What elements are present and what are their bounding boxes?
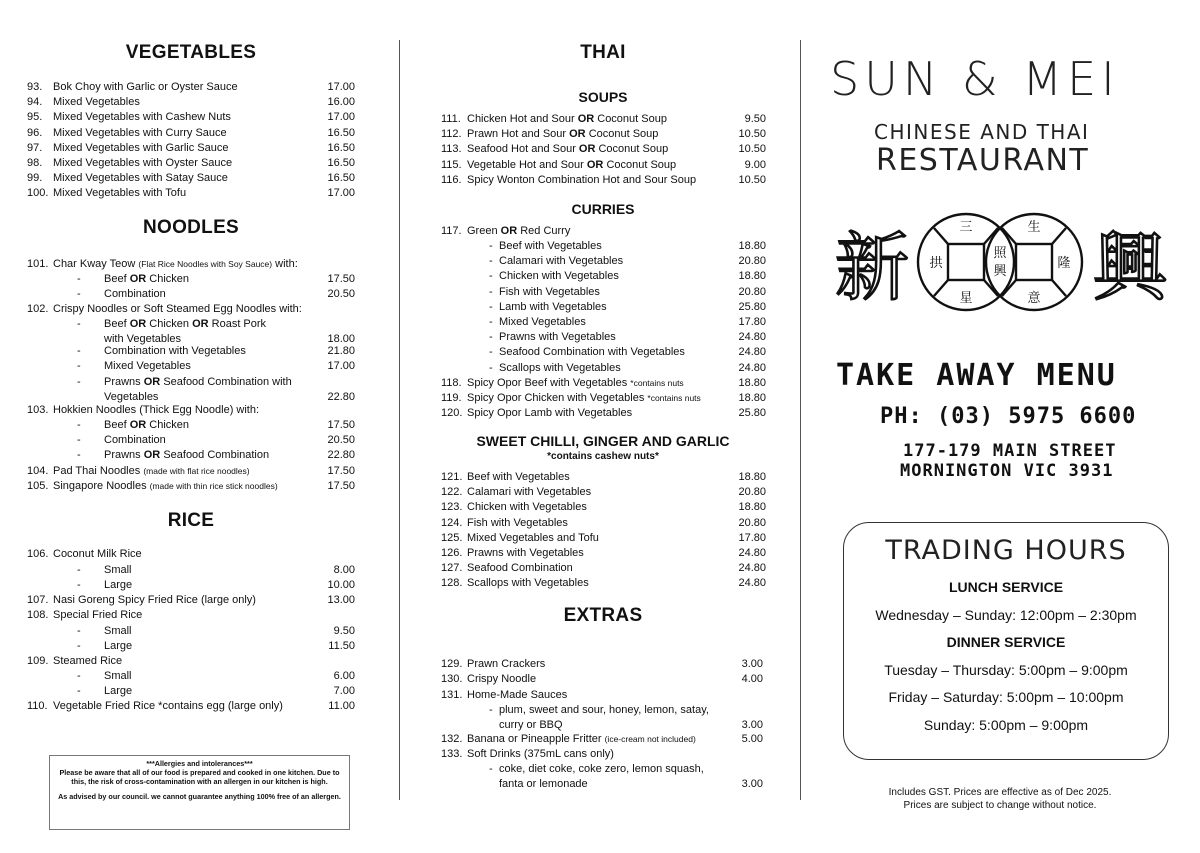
option-line2: with Vegetables	[104, 333, 182, 345]
item-name: Steamed Rice	[53, 655, 123, 667]
restaurant-name: SUN & MEI	[830, 52, 1120, 106]
dash: -	[77, 288, 81, 300]
item-price: 24.80	[738, 562, 766, 575]
item-number: 129.	[441, 658, 463, 670]
item-price: 20.80	[738, 486, 766, 499]
dash: -	[77, 564, 81, 576]
item-note: *contains nuts	[647, 393, 701, 404]
item-name: Seafood Combination	[467, 562, 573, 575]
item-price: 17.00	[327, 81, 355, 93]
extras-heading: EXTRAS	[563, 605, 643, 626]
dash: -	[489, 361, 493, 374]
item-number: 124.	[441, 516, 463, 529]
opt-b: Chicken	[149, 419, 190, 431]
coin-char: 星	[959, 291, 973, 306]
opt-b: Seafood Combination	[163, 449, 270, 461]
item-price: 10.50	[738, 173, 766, 186]
item-name: Calamari with Vegetables	[499, 255, 624, 268]
item-name-text: Spicy Opor Beef with Vegetables	[467, 377, 628, 389]
opt-a: Chicken Hot and Sour	[467, 113, 575, 125]
item-sub: curry or BBQ	[499, 719, 563, 731]
item-price: 16.00	[327, 96, 355, 109]
dinner-hours-2: Friday – Saturday: 5:00pm – 10:00pm	[888, 689, 1124, 705]
trading-hours-box	[843, 522, 1169, 760]
item-name: Home-Made Sauces	[467, 689, 568, 701]
item-name	[467, 224, 570, 239]
item-price: 24.80	[738, 361, 766, 374]
item-number: 93.	[27, 81, 43, 93]
item-name: Crispy Noodle	[467, 673, 537, 685]
item-note: *contains nuts	[630, 378, 684, 388]
or-label: OR	[569, 128, 586, 141]
item-number: 102.	[27, 303, 49, 315]
item-price: 18.80	[738, 392, 766, 405]
address-line-1: 177-179 MAIN STREET	[903, 441, 1117, 461]
item-name: Coconut Milk Rice	[53, 548, 142, 560]
item-price: 21.80	[327, 345, 355, 357]
item-number: 121.	[441, 471, 463, 483]
item-name: Prawns with Vegetables	[499, 331, 616, 344]
column-divider	[800, 40, 801, 800]
option-name: Small	[104, 670, 132, 682]
opt-b: Coconut Soup	[606, 158, 677, 171]
lunch-label: LUNCH SERVICE	[948, 579, 1064, 595]
coin-char: 興	[993, 264, 1007, 279]
item-number: 98.	[27, 157, 43, 169]
item-price: 25.80	[738, 407, 766, 420]
item-name: Mixed Vegetables with Tofu	[53, 187, 187, 200]
item-sub: fanta or lemonade	[499, 778, 588, 790]
item-name	[467, 112, 667, 127]
item-name: Mixed Vegetables	[53, 96, 140, 109]
item-name-text: Pad Thai Noodles	[53, 465, 141, 477]
dash: -	[77, 376, 81, 388]
item-name	[467, 376, 684, 391]
item-price: 11.00	[328, 700, 355, 712]
item-name: Mixed Vegetables with Satay Sauce	[53, 172, 228, 185]
dash: -	[489, 763, 493, 775]
or-label: OR	[143, 376, 161, 388]
item-price: 17.80	[738, 531, 766, 544]
item-price: 16.50	[327, 157, 355, 169]
item-price: 17.00	[327, 360, 355, 372]
item-name	[53, 257, 298, 272]
opt-b: Chicken	[149, 273, 190, 285]
item-number: 101.	[27, 258, 49, 270]
opt-b: Seafood Combination with	[163, 376, 292, 388]
opt-a: Prawns	[104, 449, 141, 461]
item-name: Mixed Vegetables with Oyster Sauce	[53, 157, 233, 169]
item-number: 100.	[27, 187, 49, 200]
item-price: 18.80	[738, 471, 766, 483]
item-sub: coke, diet coke, coke zero, lemon squash,	[499, 763, 704, 775]
item-number: 116.	[441, 173, 462, 186]
item-price: 18.80	[738, 377, 766, 389]
opt-a: Beef	[104, 273, 127, 285]
item-name: Fish with Vegetables	[467, 516, 568, 529]
dash: -	[489, 316, 493, 328]
or-label: OR	[577, 113, 595, 125]
item-number: 110.	[27, 700, 48, 712]
item-price: 17.50	[327, 465, 355, 477]
item-number: 109.	[27, 655, 49, 667]
item-price: 10.00	[327, 579, 355, 591]
item-price: 17.00	[327, 111, 355, 124]
item-price: 11.50	[328, 640, 355, 652]
option-name: Small	[104, 625, 132, 637]
item-name: Scallops with Vegetables	[499, 361, 621, 374]
opt-a: Beef	[104, 419, 127, 431]
option-line2: Vegetables	[104, 391, 159, 403]
item-price: 16.50	[327, 141, 355, 154]
item-price: 20.50	[327, 434, 355, 446]
opt-b: Coconut Soup	[588, 128, 659, 141]
coin-char: 隆	[1057, 256, 1071, 271]
item-name: Special Fried Rice	[53, 609, 143, 621]
item-sub: plum, sweet and sour, honey, lemon, satay,	[499, 704, 709, 716]
item-price: 17.50	[327, 273, 355, 285]
option-name: Small	[104, 564, 132, 576]
rice-heading: RICE	[167, 510, 215, 531]
dash: -	[489, 285, 493, 298]
takeaway-title: TAKE AWAY MENU	[836, 358, 1117, 393]
item-price: 24.80	[738, 346, 766, 359]
item-name: Nasi Goreng Spicy Fried Rice (large only)	[53, 594, 256, 606]
item-number: 95.	[27, 111, 43, 124]
item-price: 22.80	[327, 449, 355, 461]
item-price: 20.80	[738, 516, 766, 529]
item-suffix: with:	[275, 258, 298, 270]
item-number: 112.	[441, 128, 462, 141]
logo-right-char: 興	[1093, 225, 1167, 311]
item-name	[467, 142, 668, 157]
dash: -	[489, 255, 493, 268]
noodles-heading: NOODLES	[142, 217, 240, 238]
opt-a: Vegetable Hot and Sour	[467, 158, 584, 171]
item-number: 97.	[27, 141, 43, 154]
item-price: 16.50	[327, 172, 355, 185]
item-price: 10.50	[738, 143, 766, 156]
dash: -	[489, 240, 493, 252]
item-price: 22.80	[327, 391, 355, 403]
dinner-hours-3: Sunday: 5:00pm – 9:00pm	[923, 717, 1089, 733]
item-number: 133.	[441, 748, 463, 760]
item-name-text: Char Kway Teow	[53, 258, 136, 270]
item-number: 105.	[27, 480, 49, 492]
dash: -	[77, 670, 81, 682]
item-number: 132.	[441, 733, 463, 745]
curries-heading: CURRIES	[571, 201, 635, 217]
item-price: 17.80	[738, 316, 766, 328]
or-label: OR	[129, 419, 147, 431]
restaurant-logo	[832, 205, 1172, 320]
dash: -	[77, 360, 81, 372]
item-number: 122.	[441, 486, 463, 499]
item-price: 18.00	[327, 333, 355, 345]
dash: -	[77, 273, 81, 285]
item-number: 96.	[27, 126, 43, 139]
item-number: 94.	[27, 96, 43, 109]
or-label: OR	[129, 273, 147, 285]
item-number: 125.	[441, 531, 463, 544]
coin-char: 拱	[929, 256, 943, 271]
restaurant-type: RESTAURANT	[876, 143, 1090, 178]
item-name: Bok Choy with Garlic or Oyster Sauce	[53, 81, 238, 93]
option-name: Large	[104, 685, 133, 697]
opt-b: Coconut Soup	[597, 113, 667, 125]
item-name	[467, 391, 701, 406]
item-number: 113.	[441, 143, 462, 156]
item-number: 127.	[441, 562, 463, 575]
item-price: 20.80	[738, 285, 766, 298]
dash: -	[77, 318, 81, 330]
item-note: (Flat Rice Noodles with Soy Sauce)	[138, 259, 273, 269]
item-number: 126.	[441, 547, 463, 559]
item-name-text: Banana or Pineapple Fritter	[467, 733, 602, 745]
footnote-line-1: Includes GST. Prices are effective as of Dec 2025.	[888, 787, 1112, 798]
item-price: 3.00	[741, 719, 763, 731]
item-name: Chicken with Vegetables	[467, 501, 587, 514]
coin-char: 意	[1027, 291, 1041, 306]
item-price: 13.00	[327, 594, 355, 606]
allergy-advice: As advised by our council. we cannot guarantee anything 100% free of an allergen.	[58, 792, 341, 801]
or-label: OR	[192, 318, 209, 330]
item-number: 130.	[441, 673, 463, 685]
item-number: 128.	[441, 577, 463, 590]
item-number: 106.	[27, 548, 49, 560]
item-number: 123.	[441, 501, 463, 514]
dash: -	[77, 579, 81, 591]
item-name: Mixed Vegetables with Cashew Nuts	[53, 111, 231, 124]
or-label: OR	[578, 143, 596, 156]
item-price: 4.00	[741, 673, 763, 685]
item-name: Lamb with Vegetables	[499, 300, 607, 313]
item-name: Beef with Vegetables	[467, 471, 570, 483]
dash: -	[77, 434, 81, 446]
thai-heading: THAI	[580, 42, 626, 63]
item-name: Prawn Crackers	[467, 658, 546, 670]
item-price: 9.50	[744, 113, 766, 125]
option-name: Combination	[104, 434, 166, 446]
item-name: Fish with Vegetables	[499, 285, 600, 298]
coin-char: 三	[959, 220, 973, 235]
option-name	[104, 375, 292, 390]
item-number: 115.	[441, 158, 462, 171]
opt-a: Green	[467, 225, 498, 237]
trading-hours-title: TRADING HOURS	[885, 535, 1127, 566]
item-price: 3.00	[741, 658, 763, 670]
option-name	[104, 418, 189, 433]
item-number: 99.	[27, 172, 43, 185]
menu-option	[27, 375, 355, 405]
item-name: Calamari with Vegetables	[467, 486, 592, 499]
item-price: 8.00	[333, 564, 355, 576]
dinner-hours-1: Tuesday – Thursday: 5:00pm – 9:00pm	[884, 662, 1128, 678]
item-price: 18.80	[738, 501, 766, 514]
allergy-notice	[49, 755, 350, 830]
item-name: Hokkien Noodles (Thick Egg Noodle) with:	[53, 404, 260, 416]
item-name: Spicy Wonton Combination Hot and Sour Soup	[467, 173, 697, 186]
option-name: Combination	[104, 288, 166, 300]
item-price: 17.00	[327, 187, 355, 200]
dash: -	[489, 270, 493, 283]
item-price: 20.50	[327, 288, 355, 300]
coin-char: 生	[1027, 220, 1041, 235]
item-price: 17.50	[327, 419, 355, 431]
item-name	[467, 158, 676, 173]
restaurant-subtitle: CHINESE AND THAI	[874, 120, 1090, 144]
item-name: Crispy Noodles or Soft Steamed Egg Noodles with:	[53, 303, 302, 315]
item-name: Seafood Combination with Vegetables	[499, 346, 685, 359]
item-number: 108.	[27, 609, 49, 621]
item-price: 17.50	[327, 480, 355, 492]
dash: -	[489, 331, 493, 344]
item-price: 18.80	[738, 240, 766, 252]
item-price: 16.50	[327, 126, 355, 139]
item-number: 104.	[27, 465, 49, 477]
sweet-chilli-note: *contains cashew nuts*	[547, 451, 659, 462]
item-price: 7.00	[333, 685, 355, 697]
item-number: 119.	[441, 392, 462, 405]
dash: -	[77, 625, 81, 637]
dash: -	[489, 300, 493, 313]
dash: -	[77, 449, 81, 461]
coin-characters	[929, 219, 1070, 306]
item-name	[467, 732, 696, 747]
item-price: 9.00	[744, 158, 766, 171]
option-name	[104, 448, 269, 463]
item-price: 20.80	[738, 255, 766, 268]
soups-heading: SOUPS	[578, 89, 628, 105]
item-name: Chicken with Vegetables	[499, 270, 619, 283]
item-number: 111.	[441, 113, 461, 125]
item-price: 9.50	[333, 625, 355, 637]
item-number: 103.	[27, 404, 49, 416]
option-name: Large	[104, 640, 133, 652]
dash: -	[77, 685, 81, 697]
item-note: (ice-cream not included)	[604, 734, 696, 744]
or-label: OR	[129, 318, 147, 330]
phone-number: PH: (03) 5975 6600	[880, 404, 1137, 429]
option-name	[104, 272, 189, 287]
item-number: 120.	[441, 407, 463, 420]
address-line-2: MORNINGTON VIC 3931	[900, 461, 1114, 481]
menu-item-133	[441, 747, 763, 793]
pricing-footnote	[860, 786, 1140, 812]
item-name: Soft Drinks (375mL cans only)	[467, 748, 614, 760]
item-name: Beef with Vegetables	[499, 240, 602, 252]
or-label: OR	[143, 449, 161, 461]
opt-a: Prawns	[104, 376, 141, 388]
item-price: 24.80	[738, 577, 766, 590]
opt-a: Seafood Hot and Sour	[467, 143, 576, 156]
menu-option	[27, 317, 355, 347]
item-name: Mixed Vegetables	[499, 316, 586, 328]
item-name: Prawns with Vegetables	[467, 547, 584, 559]
item-number: 117.	[441, 225, 462, 237]
item-name-text: Spicy Opor Chicken with Vegetables	[467, 392, 645, 405]
logo-left-char: 新	[835, 225, 909, 311]
lunch-hours: Wednesday – Sunday: 12:00pm – 2:30pm	[875, 607, 1137, 623]
item-number: 118.	[441, 377, 462, 389]
item-number: 131.	[441, 689, 463, 701]
item-price: 5.00	[741, 733, 763, 745]
item-price: 24.80	[738, 547, 766, 559]
or-label: OR	[586, 158, 604, 171]
sweet-chilli-heading: SWEET CHILLI, GINGER AND GARLIC	[476, 433, 730, 449]
allergy-title: ***Allergies and intolerances***	[146, 759, 253, 768]
opt-c: Roast Pork	[211, 318, 267, 330]
opt-b: Red Curry	[520, 225, 571, 237]
item-number: 107.	[27, 594, 49, 606]
item-note: (made with flat rice noodles)	[143, 466, 250, 476]
option-name: Mixed Vegetables	[104, 360, 191, 372]
coin-char: 照	[993, 246, 1007, 261]
item-price: 3.00	[741, 778, 763, 790]
option-name: Large	[104, 579, 133, 591]
dash: -	[77, 419, 81, 431]
item-price: 24.80	[738, 331, 766, 344]
option-name	[104, 317, 266, 332]
opt-a: Prawn Hot and Sour	[467, 128, 567, 141]
item-name: Vegetable Fried Rice *contains egg (large only)	[53, 700, 283, 712]
dash: -	[489, 704, 493, 716]
opt-a: Beef	[104, 318, 127, 330]
item-note: (made with thin rice stick noodles)	[149, 481, 278, 491]
column-divider	[399, 40, 400, 800]
item-name: Mixed Vegetables and Tofu	[467, 531, 599, 544]
item-price: 18.80	[738, 270, 766, 283]
option-name: Combination with Vegetables	[104, 345, 246, 357]
item-price: 10.50	[738, 128, 766, 141]
item-price: 25.80	[738, 300, 766, 313]
menu-item-131	[441, 688, 763, 734]
item-name: Scallops with Vegetables	[467, 577, 589, 590]
allergy-body: Please be aware that all of our food is prepared and cooked in one kitchen. Due to this, the risk of cross-contamination with an allergen in our kitchen is high.	[59, 768, 340, 786]
dash: -	[77, 640, 81, 652]
opt-b: Coconut Soup	[598, 143, 669, 156]
item-name: Spicy Opor Lamb with Vegetables	[467, 407, 633, 420]
item-name: Mixed Vegetables with Curry Sauce	[53, 126, 227, 139]
dinner-label: DINNER SERVICE	[946, 634, 1066, 650]
or-label: OR	[500, 225, 518, 237]
opt-b: Chicken	[149, 318, 190, 330]
footnote-line-2: Prices are subject to change without notice.	[903, 800, 1097, 811]
item-name-text: Singapore Noodles	[53, 480, 147, 492]
item-name: Mixed Vegetables with Garlic Sauce	[53, 141, 229, 154]
vegetables-heading: VEGETABLES	[125, 42, 257, 63]
item-name	[53, 464, 250, 479]
dash: -	[489, 346, 493, 359]
dash: -	[77, 345, 81, 357]
item-price: 6.00	[333, 670, 355, 682]
item-name	[467, 127, 658, 142]
item-name	[53, 479, 278, 494]
